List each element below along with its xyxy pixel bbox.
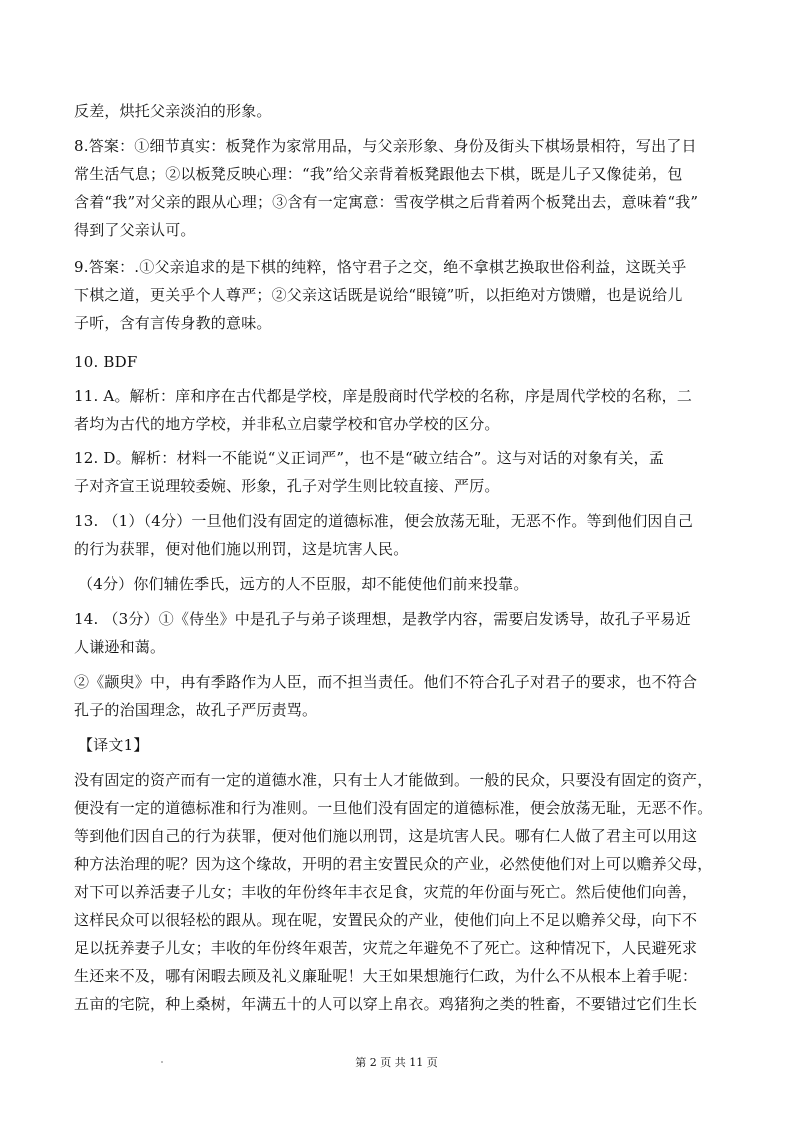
- text-line: 者均为古代的地方学校，并非私立启蒙学校和官办学校的区分。: [74, 415, 500, 433]
- text-line: 没有固定的资产而有一定的道德水准，只有士人才能做到。一般的民众，只要没有固定的资产，: [74, 771, 713, 789]
- text-line: 下棋之道，更关乎个人尊严；②父亲这话既是说给“眼镜”听，以拒绝对方馈赠，也是说给儿: [74, 286, 683, 304]
- text-line: 等到他们因自己的行为获罪，便对他们施以刑罚，这是坑害人民。哪有仁人做了君主可以用这: [74, 827, 698, 845]
- text-line: 12. D。解析：材料一不能说“义正词严”，也不是“破立结合”。这与对话的对象有关，孟: [74, 449, 664, 467]
- translation-body: [74, 766, 724, 1018]
- text-line: 得到了父亲认可。: [74, 221, 196, 239]
- answer-10: [74, 348, 724, 376]
- text-line: 11. A。解析：庠和序在古代都是学校，庠是殷商时代学校的名称，序是周代学校的名称，二: [74, 387, 693, 405]
- answer-12: [74, 444, 724, 500]
- text-line: 种方法治理的呢？因为这个缘故，开明的君主安置民众的产业，必然使他们对上可以赡养父母，: [74, 855, 713, 873]
- page-number: 第 2 页 共 11 页: [355, 1056, 438, 1069]
- text-line: 孔子的治国理念，故孔子严厉责骂。: [74, 701, 318, 719]
- paragraph-continuation: [74, 97, 724, 125]
- text-line: 10. BDF: [74, 353, 138, 371]
- text-line: 这样民众可以很轻松的跟从。现在呢，安置民众的产业，使他们向上不足以赡养父母，向下不: [74, 911, 698, 929]
- text-line: 足以抚养妻子儿女；丰收的年份终年艰苦，灾荒之年避免不了死亡。这种情况下，人民避死求: [74, 939, 698, 957]
- answer-13-part-1: [74, 507, 724, 563]
- text-line: 常生活气息；②以板凳反映心理：“我”给父亲背着板凳跟他去下棋，既是儿子又像徒弟，包: [74, 165, 683, 183]
- text-line: 子对齐宣王说理较委婉、形象，孔子对学生则比较直接、严厉。: [74, 477, 500, 495]
- text-line: 14. （3分）①《侍坐》中是孔子与弟子谈理想，是教学内容，需要启发诱导，故孔子平易近: [74, 610, 691, 628]
- text-line: 含着“我”对父亲的跟从心理；③含有一定寓意：雪夜学棋之后背着两个板凳出去，意味着“我”: [74, 193, 699, 211]
- answer-14-part-2: [74, 668, 724, 724]
- text-line: 的行为获罪，便对他们施以刑罚，这是坑害人民。: [74, 540, 409, 558]
- text-line: 子听，含有言传身教的意味。: [74, 314, 272, 332]
- text-line: 人谦逊和蔼。: [74, 638, 166, 656]
- text-line: 13. （1）（4分）一旦他们没有固定的道德标准，便会放荡无耻，无恶不作。等到他们因自己: [74, 512, 694, 530]
- text-line: 对下可以养活妻子儿女；丰收的年份终年丰衣足食，灾荒的年份面与死亡。然后使他们向善，: [74, 883, 698, 901]
- text-line: 8.答案：①细节真实：板凳作为家常用品，与父亲形象、身份及街头下棋场景相符，写出了日: [74, 137, 697, 155]
- answer-8: [74, 132, 724, 244]
- text-line: 便没有一定的道德标准和行为准则。一旦他们没有固定的道德标准，便会放荡无耻，无恶不作。: [74, 799, 713, 817]
- text-line: 【译文1】: [78, 736, 149, 754]
- answer-13-part-2: [78, 570, 728, 598]
- translation-heading: [78, 731, 728, 759]
- text-line: ②《颛臾》中，冉有季路作为人臣，而不担当责任。他们不符合孔子对君子的要求，也不符合: [74, 673, 698, 691]
- text-line: 反差，烘托父亲淡泊的形象。: [74, 102, 272, 120]
- text-line: 9.答案：.①父亲追求的是下棋的纯粹，恪守君子之交，绝不拿棋艺换取世俗利益，这既关乎: [74, 258, 687, 276]
- answer-14-part-1: [74, 605, 724, 661]
- answer-11: [74, 382, 724, 438]
- text-line: 生还来不及，哪有闲暇去顾及礼义廉耻呢！大王如果想施行仁政，为什么不从根本上着手呢：: [74, 967, 698, 985]
- text-line: （4分）你们辅佐季氏，远方的人不臣服，却不能使他们前来投靠。: [78, 575, 529, 593]
- answer-9: [74, 253, 724, 337]
- text-line: 五亩的宅院，种上桑树，年满五十的人可以穿上帛衣。鸡猪狗之类的牲畜，不要错过它们生长: [74, 995, 698, 1013]
